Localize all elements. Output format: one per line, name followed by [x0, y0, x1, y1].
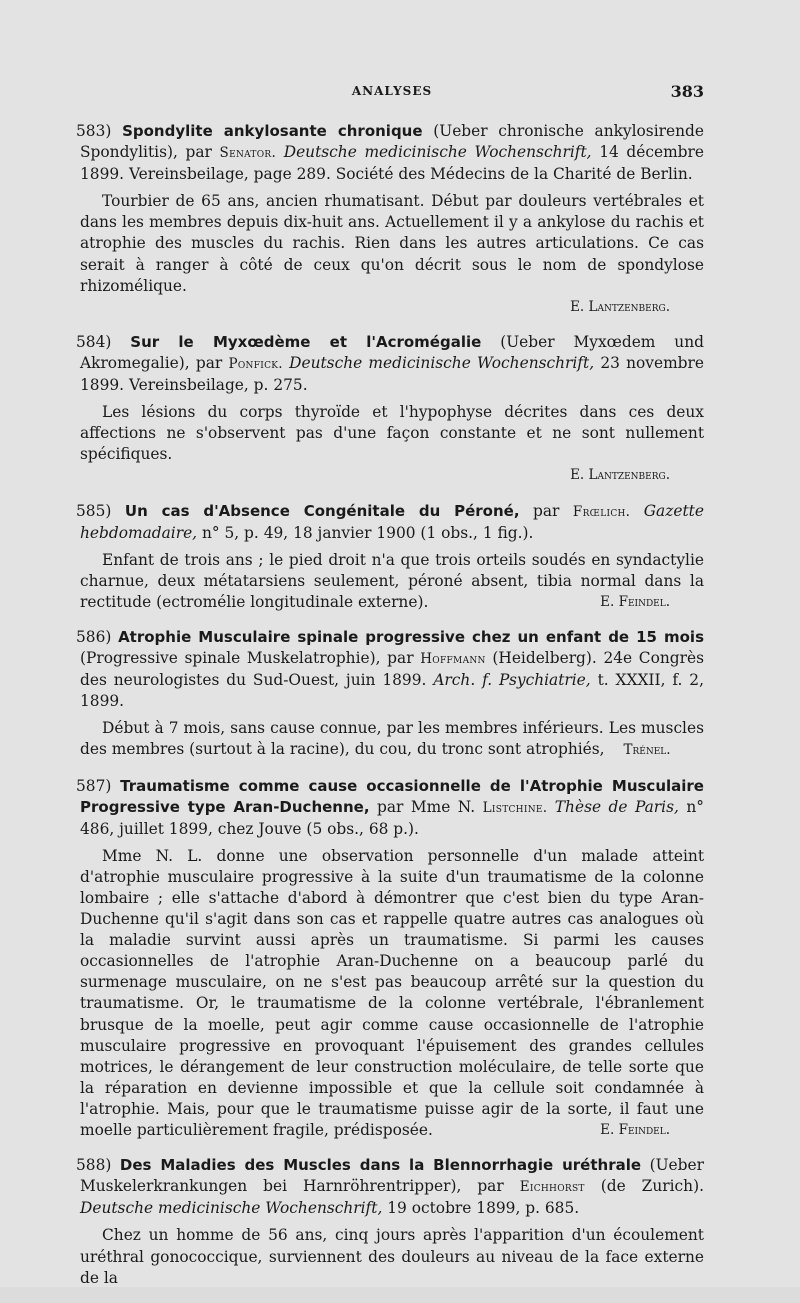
entry-journal: Deutsche medicinische Wochenschrift, [289, 353, 595, 372]
entry-reference: t. XXXII, f. 2, 1899. [80, 671, 704, 711]
entry-journal: Deutsche medicinische Wochenschrift, [80, 1199, 383, 1218]
entry-583 [76, 121, 704, 318]
entry-reference: 14 décembre 1899. Vereinsbeilage, page 289. Société des Médecins de la Charité de Berlin. [80, 143, 704, 184]
entry-journal: Thèse de Paris, [554, 797, 679, 816]
entry-585 [76, 501, 704, 613]
entry-title: Un cas d'Absence Congénitale du Péroné, [124, 501, 520, 520]
entry-588 [76, 1155, 704, 1289]
entry-number: 585) [76, 501, 112, 520]
entry-number: 588) [76, 1156, 112, 1175]
article-content [76, 121, 704, 1303]
entry-original-title: par [533, 501, 560, 520]
entry-body: Enfant de trois ans ; le pied droit n'a que trois orteils soudés en syndactylie charnue, deux métatarsiens seulement, péroné absent, tibia normal dans la rectitude (ectromélie longitudinale externe). [80, 550, 704, 611]
entry-body: Tourbier de 65 ans, ancien rhumatisant. Début par douleurs vertébrales et dans les membres depuis dix-huit ans. Actuellement il y a ankylose du rachis et atrophie des muscles du rachis. Rien dans les autres articulations. Ce cas serait à ranger à côté de ceux qu'on décrit sous le nom de spondylose rhizomélique. [80, 192, 704, 295]
running-head [80, 84, 704, 106]
entry-signature: E. Feindel. [600, 1122, 670, 1139]
entry-original-title: (Ueber Myxœdem und Akromegalie), par [80, 332, 704, 372]
entry-journal: Deutsche medicinische Wochenschrift, [283, 143, 592, 162]
entry-body-wrap [80, 718, 704, 761]
entry-body: Les lésions du corps thyroïde et l'hypophyse décrites dans ces deux affections ne s'observent pas d'une façon constante et ne sont nullement spécifiques. [80, 403, 704, 464]
entry-author: Listchine. [482, 799, 548, 816]
entry-reference-pre: (de Zurich). [600, 1177, 704, 1196]
entry-original-title: (Progressive spinale Muskelatrophie), par [80, 649, 414, 668]
entry-author: Frœlich. [572, 503, 631, 520]
entry-original-title: (Ueber Muskelerkrankungen bei Harnröhrentripper), par [80, 1156, 704, 1196]
entry-signature: E. Lantzenberg. [570, 298, 670, 315]
entry-reference: 23 novembre 1899. Vereinsbeilage, p. 275. [80, 353, 704, 395]
entry-author: Eichhorst [519, 1179, 585, 1196]
entry-title: Sur le Myxœdème et l'Acromégalie [130, 332, 482, 351]
entry-586 [76, 627, 704, 762]
entry-original-title: par Mme N. [377, 797, 476, 816]
entry-body: Chez un homme de 56 ans, cinq jours après l'apparition d'un écoulement uréthral gonococcique, surviennent des douleurs au niveau de la face externe de la [80, 1226, 704, 1287]
entry-journal: Gazette hebdomadaire, [80, 501, 704, 542]
entry-number: 583) [76, 122, 112, 140]
entry-original-title: (Ueber chronische ankylosirende Spondylitis), par [80, 122, 704, 162]
entry-journal: Arch. f. Psychiatrie, [433, 671, 591, 690]
page-number: 383 [670, 82, 704, 101]
entry-reference: n° 5, p. 49, 18 janvier 1900 (1 obs., 1 fig.). [201, 523, 534, 542]
entry-number: 587) [76, 776, 112, 795]
entry-title: Atrophie Musculaire spinale progressive chez un enfant de 15 mois [118, 627, 704, 646]
entry-signature: E. Lantzenberg. [570, 467, 670, 484]
entry-title: Traumatisme comme cause occasionnelle de l'Atrophie Musculaire Progressive type Aran-Duchenne, [80, 776, 704, 816]
entry-body: Mme N. L. donne une observation personnelle d'un malade atteint d'atrophie musculaire progressive à la suite d'un traumatisme de la colonne lombaire ; elle s'attache d'abord à démontrer que c'est bien du type Aran-Duchenne qu'il s'agit dans son cas et rappelle quatre autres cas analogues où la maladie survint aussi après un traumatisme. Si parmi les causes occasionnelles de l'atrophie Aran-Duchenne on a beaucoup parlé du surmenage musculaire, on ne s'est pas beaucoup arrêté sur la question du traumatisme. Or, le traumatisme de la colonne vertébrale, l'ébranlement brusque de la moelle, peut agir comme cause occasionnelle de l'atrophie musculaire progressive en provoquant l'épuisement des grandes cellules motrices, le dérangement de leur construction moléculaire, de telle sorte que la réparation en devienne impossible et que la cellule soit condamnée à l'atrophie. Mais, pour que le traumatisme puisse agir de la sorte, il faut une moelle particulièrement fragile, prédisposée. [80, 846, 704, 1140]
entry-587 [76, 776, 704, 1142]
entry-reference: n° 486, juillet 1899, chez Jouve (5 obs., 68 p.). [80, 797, 704, 838]
entry-title: Spondylite ankylosante chronique [122, 122, 423, 140]
running-title: ANALYSES [351, 84, 433, 98]
entry-reference: 19 octobre 1899, p. 685. [387, 1199, 580, 1218]
entry-title: Des Maladies des Muscles dans la Blennorrhagie uréthrale [119, 1156, 642, 1175]
entry-signature: E. Feindel. [600, 593, 670, 610]
entry-signature: Trénel. [623, 742, 671, 759]
entry-author: Ponfick. [228, 355, 283, 372]
entry-author: Senator. [219, 145, 277, 162]
entry-number: 584) [76, 332, 112, 351]
entry-body-wrap [80, 550, 704, 613]
entry-number: 586) [76, 627, 112, 646]
entry-body-wrap [80, 846, 704, 1141]
entry-584 [76, 332, 704, 487]
entry-body: Début à 7 mois, sans cause connue, par les membres inférieurs. Les muscles des membres (surtout à la racine), du cou, du tronc sont atrophiés, [80, 719, 704, 759]
entry-author: Hoffmann [420, 651, 486, 668]
entry-reference-pre: (Heidelberg). 24e Congrès des neurologistes du Sud-Ouest, juin 1899. [80, 649, 704, 690]
